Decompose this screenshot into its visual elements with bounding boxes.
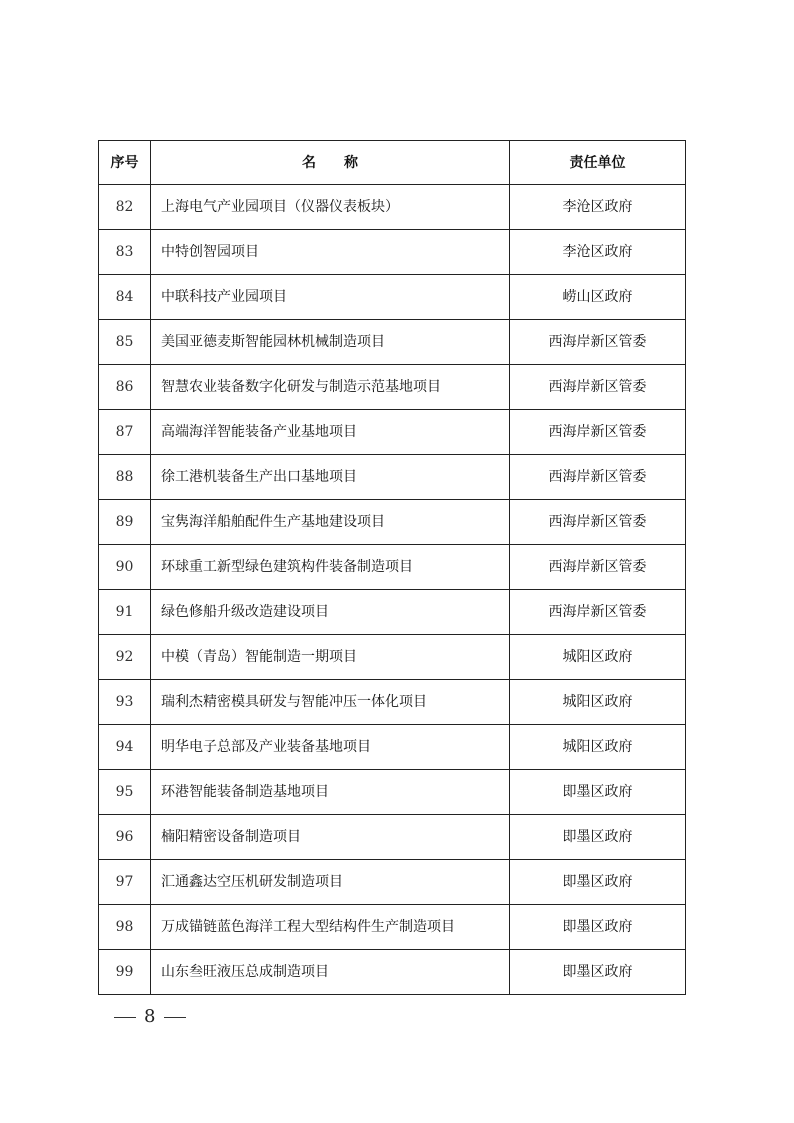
table-row bbox=[99, 185, 686, 230]
row-project-name: 美国亚德麦斯智能园林机械制造项目 bbox=[151, 320, 510, 365]
row-serial-number: 91 bbox=[99, 590, 151, 635]
row-project-name: 楠阳精密设备制造项目 bbox=[151, 815, 510, 860]
table-row bbox=[99, 455, 686, 500]
row-project-name: 上海电气产业园项目（仪器仪表板块） bbox=[151, 185, 510, 230]
row-responsible-unit: 李沧区政府 bbox=[510, 185, 686, 230]
row-project-name: 汇通鑫达空压机研发制造项目 bbox=[151, 860, 510, 905]
row-project-name: 绿色修船升级改造建设项目 bbox=[151, 590, 510, 635]
row-serial-number: 98 bbox=[99, 905, 151, 950]
row-project-name: 瑞利杰精密模具研发与智能冲压一体化项目 bbox=[151, 680, 510, 725]
row-serial-number: 99 bbox=[99, 950, 151, 995]
row-serial-number: 83 bbox=[99, 230, 151, 275]
row-serial-number: 89 bbox=[99, 500, 151, 545]
row-serial-number: 87 bbox=[99, 410, 151, 455]
row-serial-number: 82 bbox=[99, 185, 151, 230]
row-project-name: 高端海洋智能装备产业基地项目 bbox=[151, 410, 510, 455]
table-body bbox=[99, 185, 686, 995]
page-number: 8 bbox=[144, 1006, 157, 1027]
table-row bbox=[99, 365, 686, 410]
project-table bbox=[98, 140, 686, 995]
left-dash bbox=[114, 1017, 136, 1018]
row-responsible-unit: 城阳区政府 bbox=[510, 725, 686, 770]
row-project-name: 明华电子总部及产业装备基地项目 bbox=[151, 725, 510, 770]
row-project-name: 环港智能装备制造基地项目 bbox=[151, 770, 510, 815]
row-responsible-unit: 西海岸新区管委 bbox=[510, 455, 686, 500]
row-responsible-unit: 西海岸新区管委 bbox=[510, 500, 686, 545]
row-responsible-unit: 城阳区政府 bbox=[510, 635, 686, 680]
header-row bbox=[99, 141, 686, 185]
table-row bbox=[99, 860, 686, 905]
row-serial-number: 86 bbox=[99, 365, 151, 410]
header-project-name: 名 称 bbox=[151, 141, 510, 185]
table-row bbox=[99, 950, 686, 995]
row-project-name: 宝隽海洋船舶配件生产基地建设项目 bbox=[151, 500, 510, 545]
table-row bbox=[99, 680, 686, 725]
table-row bbox=[99, 905, 686, 950]
row-project-name: 中联科技产业园项目 bbox=[151, 275, 510, 320]
row-serial-number: 93 bbox=[99, 680, 151, 725]
table-row bbox=[99, 635, 686, 680]
row-responsible-unit: 即墨区政府 bbox=[510, 860, 686, 905]
row-serial-number: 92 bbox=[99, 635, 151, 680]
table-row bbox=[99, 545, 686, 590]
row-project-name: 万成锚链蓝色海洋工程大型结构件生产制造项目 bbox=[151, 905, 510, 950]
table-row bbox=[99, 275, 686, 320]
row-responsible-unit: 西海岸新区管委 bbox=[510, 365, 686, 410]
row-responsible-unit: 西海岸新区管委 bbox=[510, 410, 686, 455]
row-project-name: 徐工港机装备生产出口基地项目 bbox=[151, 455, 510, 500]
row-serial-number: 85 bbox=[99, 320, 151, 365]
header-serial-number: 序号 bbox=[99, 141, 151, 185]
row-responsible-unit: 西海岸新区管委 bbox=[510, 545, 686, 590]
table-row bbox=[99, 590, 686, 635]
row-responsible-unit: 即墨区政府 bbox=[510, 770, 686, 815]
row-serial-number: 96 bbox=[99, 815, 151, 860]
row-project-name: 环球重工新型绿色建筑构件装备制造项目 bbox=[151, 545, 510, 590]
row-responsible-unit: 崂山区政府 bbox=[510, 275, 686, 320]
table-row bbox=[99, 500, 686, 545]
row-responsible-unit: 即墨区政府 bbox=[510, 950, 686, 995]
row-responsible-unit: 西海岸新区管委 bbox=[510, 590, 686, 635]
row-project-name: 中特创智园项目 bbox=[151, 230, 510, 275]
row-serial-number: 94 bbox=[99, 725, 151, 770]
row-serial-number: 97 bbox=[99, 860, 151, 905]
table-row bbox=[99, 410, 686, 455]
table-row bbox=[99, 770, 686, 815]
row-serial-number: 88 bbox=[99, 455, 151, 500]
row-project-name: 中模（青岛）智能制造一期项目 bbox=[151, 635, 510, 680]
row-serial-number: 84 bbox=[99, 275, 151, 320]
row-responsible-unit: 城阳区政府 bbox=[510, 680, 686, 725]
row-responsible-unit: 即墨区政府 bbox=[510, 905, 686, 950]
row-responsible-unit: 李沧区政府 bbox=[510, 230, 686, 275]
table-row bbox=[99, 815, 686, 860]
row-project-name: 智慧农业装备数字化研发与制造示范基地项目 bbox=[151, 365, 510, 410]
table-row bbox=[99, 320, 686, 365]
row-project-name: 山东叁旺液压总成制造项目 bbox=[151, 950, 510, 995]
table-row bbox=[99, 725, 686, 770]
right-dash bbox=[164, 1017, 186, 1018]
table-row bbox=[99, 230, 686, 275]
row-responsible-unit: 西海岸新区管委 bbox=[510, 320, 686, 365]
page-number-footer bbox=[106, 1006, 194, 1027]
row-responsible-unit: 即墨区政府 bbox=[510, 815, 686, 860]
table-header bbox=[99, 141, 686, 185]
row-serial-number: 95 bbox=[99, 770, 151, 815]
header-responsible-unit: 责任单位 bbox=[510, 141, 686, 185]
row-serial-number: 90 bbox=[99, 545, 151, 590]
